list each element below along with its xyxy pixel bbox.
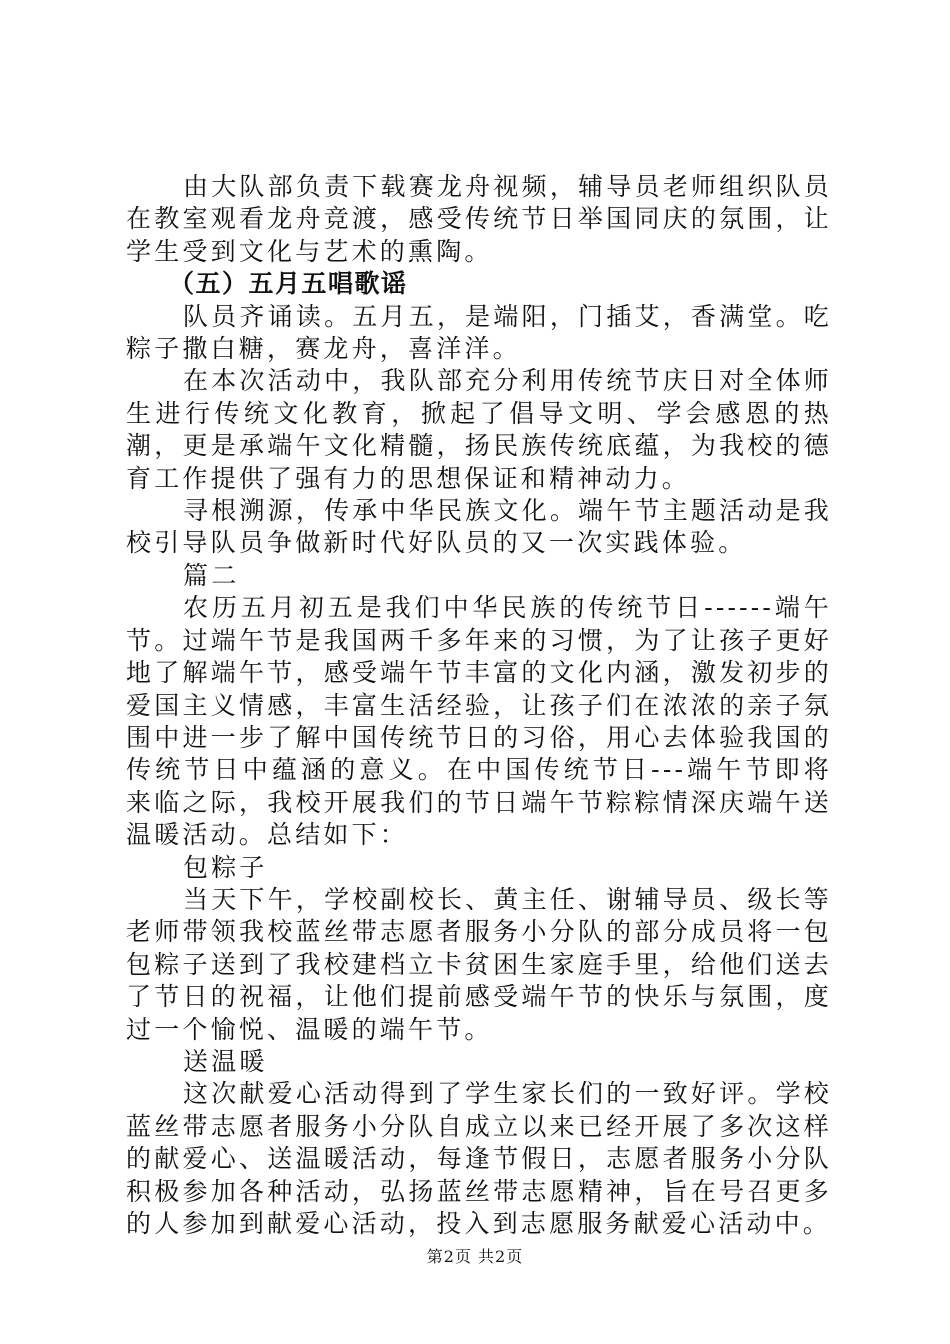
paragraph: 寻根溯源，传承中华民族文化。端午节主题活动是我校引导队员争做新时代好队员的又一次实践体验。: [126, 496, 832, 558]
page-footer: 第2页 共2页: [426, 1247, 524, 1266]
section-heading: （五）五月五唱歌谣: [169, 269, 408, 299]
paragraph: 由大队部负责下载赛龙舟视频，辅导员老师组织队员在教室观看龙舟竞渡，感受传统节日举国同庆的氛围，让学生受到文化与艺术的熏陶。: [126, 172, 832, 266]
section-label: 篇二: [183, 560, 240, 590]
section-label: 包粽子: [183, 852, 268, 882]
paragraph: 队员齐诵读。五月五，是端阳，门插艾，香满堂。吃粽子撒白糖，赛龙舟，喜洋洋。: [126, 301, 832, 364]
document-body: [126, 171, 832, 1240]
paragraph: 当天下午，学校副校长、黄主任、谢辅导员、级长等老师带领我校蓝丝带志愿者服务小分队的部分成员将一包包粽子送到了我校建档立卡贫困生家庭手里，给他们送去了节日的祝福，让他们提前感受端午节的快乐与氛围，度过一个愉悦、温暖的端午节。: [126, 884, 832, 1044]
paragraph: 这次献爱心活动得到了学生家长们的一致好评。学校蓝丝带志愿者服务小分队自成立以来已经开展了多次这样的献爱心、送温暖活动，每逢节假日，志愿者服务小分队积极参加各种活动，弘扬蓝丝带志愿精神，旨在号召更多的人参加到献爱心活动，投入到志愿服务献爱心活动中。: [126, 1079, 832, 1238]
paragraph: 在本次活动中，我队部充分利用传统节庆日对全体师生进行传统文化教育，掀起了倡导文明、学会感恩的热潮，更是承端午文化精髓，扬民族传统底蕴，为我校的德育工作提供了强有力的思想保证和精神动力。: [126, 366, 832, 493]
paragraph: 农历五月初五是我们中华民族的传统节日------端午节。过端午节是我国两千多年来的习惯，为了让孩子更好地了解端午节，感受端午节丰富的文化内涵，激发初步的爱国主义情感，丰富生活经验，让孩子们在浓浓的亲子氛围中进一步了解中国传统节日的习俗，用心去体验我国的传统节日中蕴涵的意义。在中国传统节日---端午节即将来临之际，我校开展我们的节日端午节粽粽情深庆端午送温暖活动。总结如下：: [126, 593, 832, 850]
section-label: 送温暖: [183, 1046, 268, 1076]
